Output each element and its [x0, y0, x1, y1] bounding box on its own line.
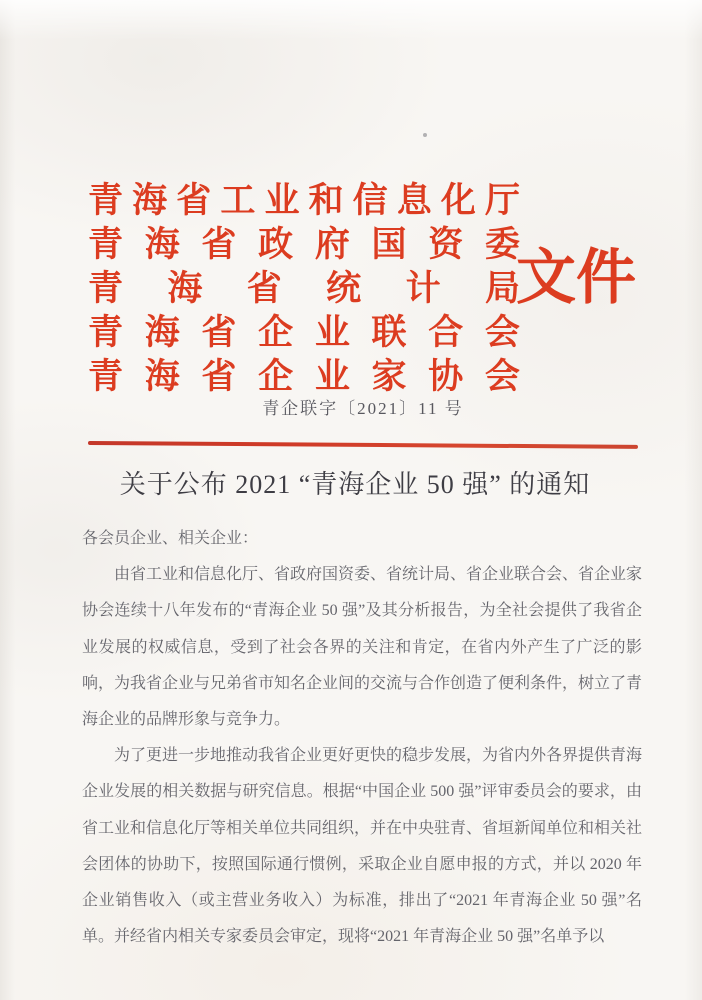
- letterhead-issuing-orgs: [88, 179, 520, 399]
- scan-artifact-dot: [423, 133, 427, 137]
- org-name-line: 青 海 省 政 府 国 资 委: [88, 225, 520, 264]
- doc-number: 青企联字〔2021〕11 号: [262, 399, 464, 418]
- document-body: [82, 521, 642, 955]
- org-name-line: 青 海 省 企 业 联 合 会: [88, 313, 520, 352]
- red-divider-rule: [88, 441, 638, 449]
- body-paragraph: 由省工业和信息化厅、省政府国资委、省统计局、省企业联合会、省企业家协会连续十八年发布的“青海企业 50 强”及其分析报告，为全社会提供了我省企业发展的权威信息，受到了社会各界的关注和肯定，在省内外产生了广泛的影响，为我省企业与兄弟省市知名企业间的交流与合作创造了便利条件，树立了青海企业的品牌形象与竞争力。: [82, 566, 643, 729]
- org-name-line: 青 海 省 统 计 局: [88, 269, 520, 308]
- org-name-line: 青 海 省 企 业 家 协 会: [88, 357, 520, 396]
- document-title: 关于公布 2021 “青海企业 50 强” 的通知: [119, 470, 591, 499]
- salutation-line: 各会员企业、相关企业：: [82, 530, 259, 547]
- body-paragraph: 为了更进一步地推动我省企业更好更快的稳步发展，为省内外各界提供青海企业发展的相关数据与研究信息。根据“中国企业 500 强”评审委员会的要求，由省工业和信息化厅等相关单位共同组织，并在中央驻青、省垣新闻单位和相关社会团体的协助下，按照国际通行惯例，采取企业自愿申报的方式，并以 2020 年企业销售收入（或主营业务收入）为标准，排出了“2021 年青海企业 50 强”名单。并经省内相关专家委员会审定，现将“2021 年青海企业 50 强”名单予以: [82, 747, 643, 946]
- org-name-line: 青 海 省 工 业 和 信 息 化 厅: [88, 181, 520, 220]
- doc-type-label: 文件: [516, 245, 636, 311]
